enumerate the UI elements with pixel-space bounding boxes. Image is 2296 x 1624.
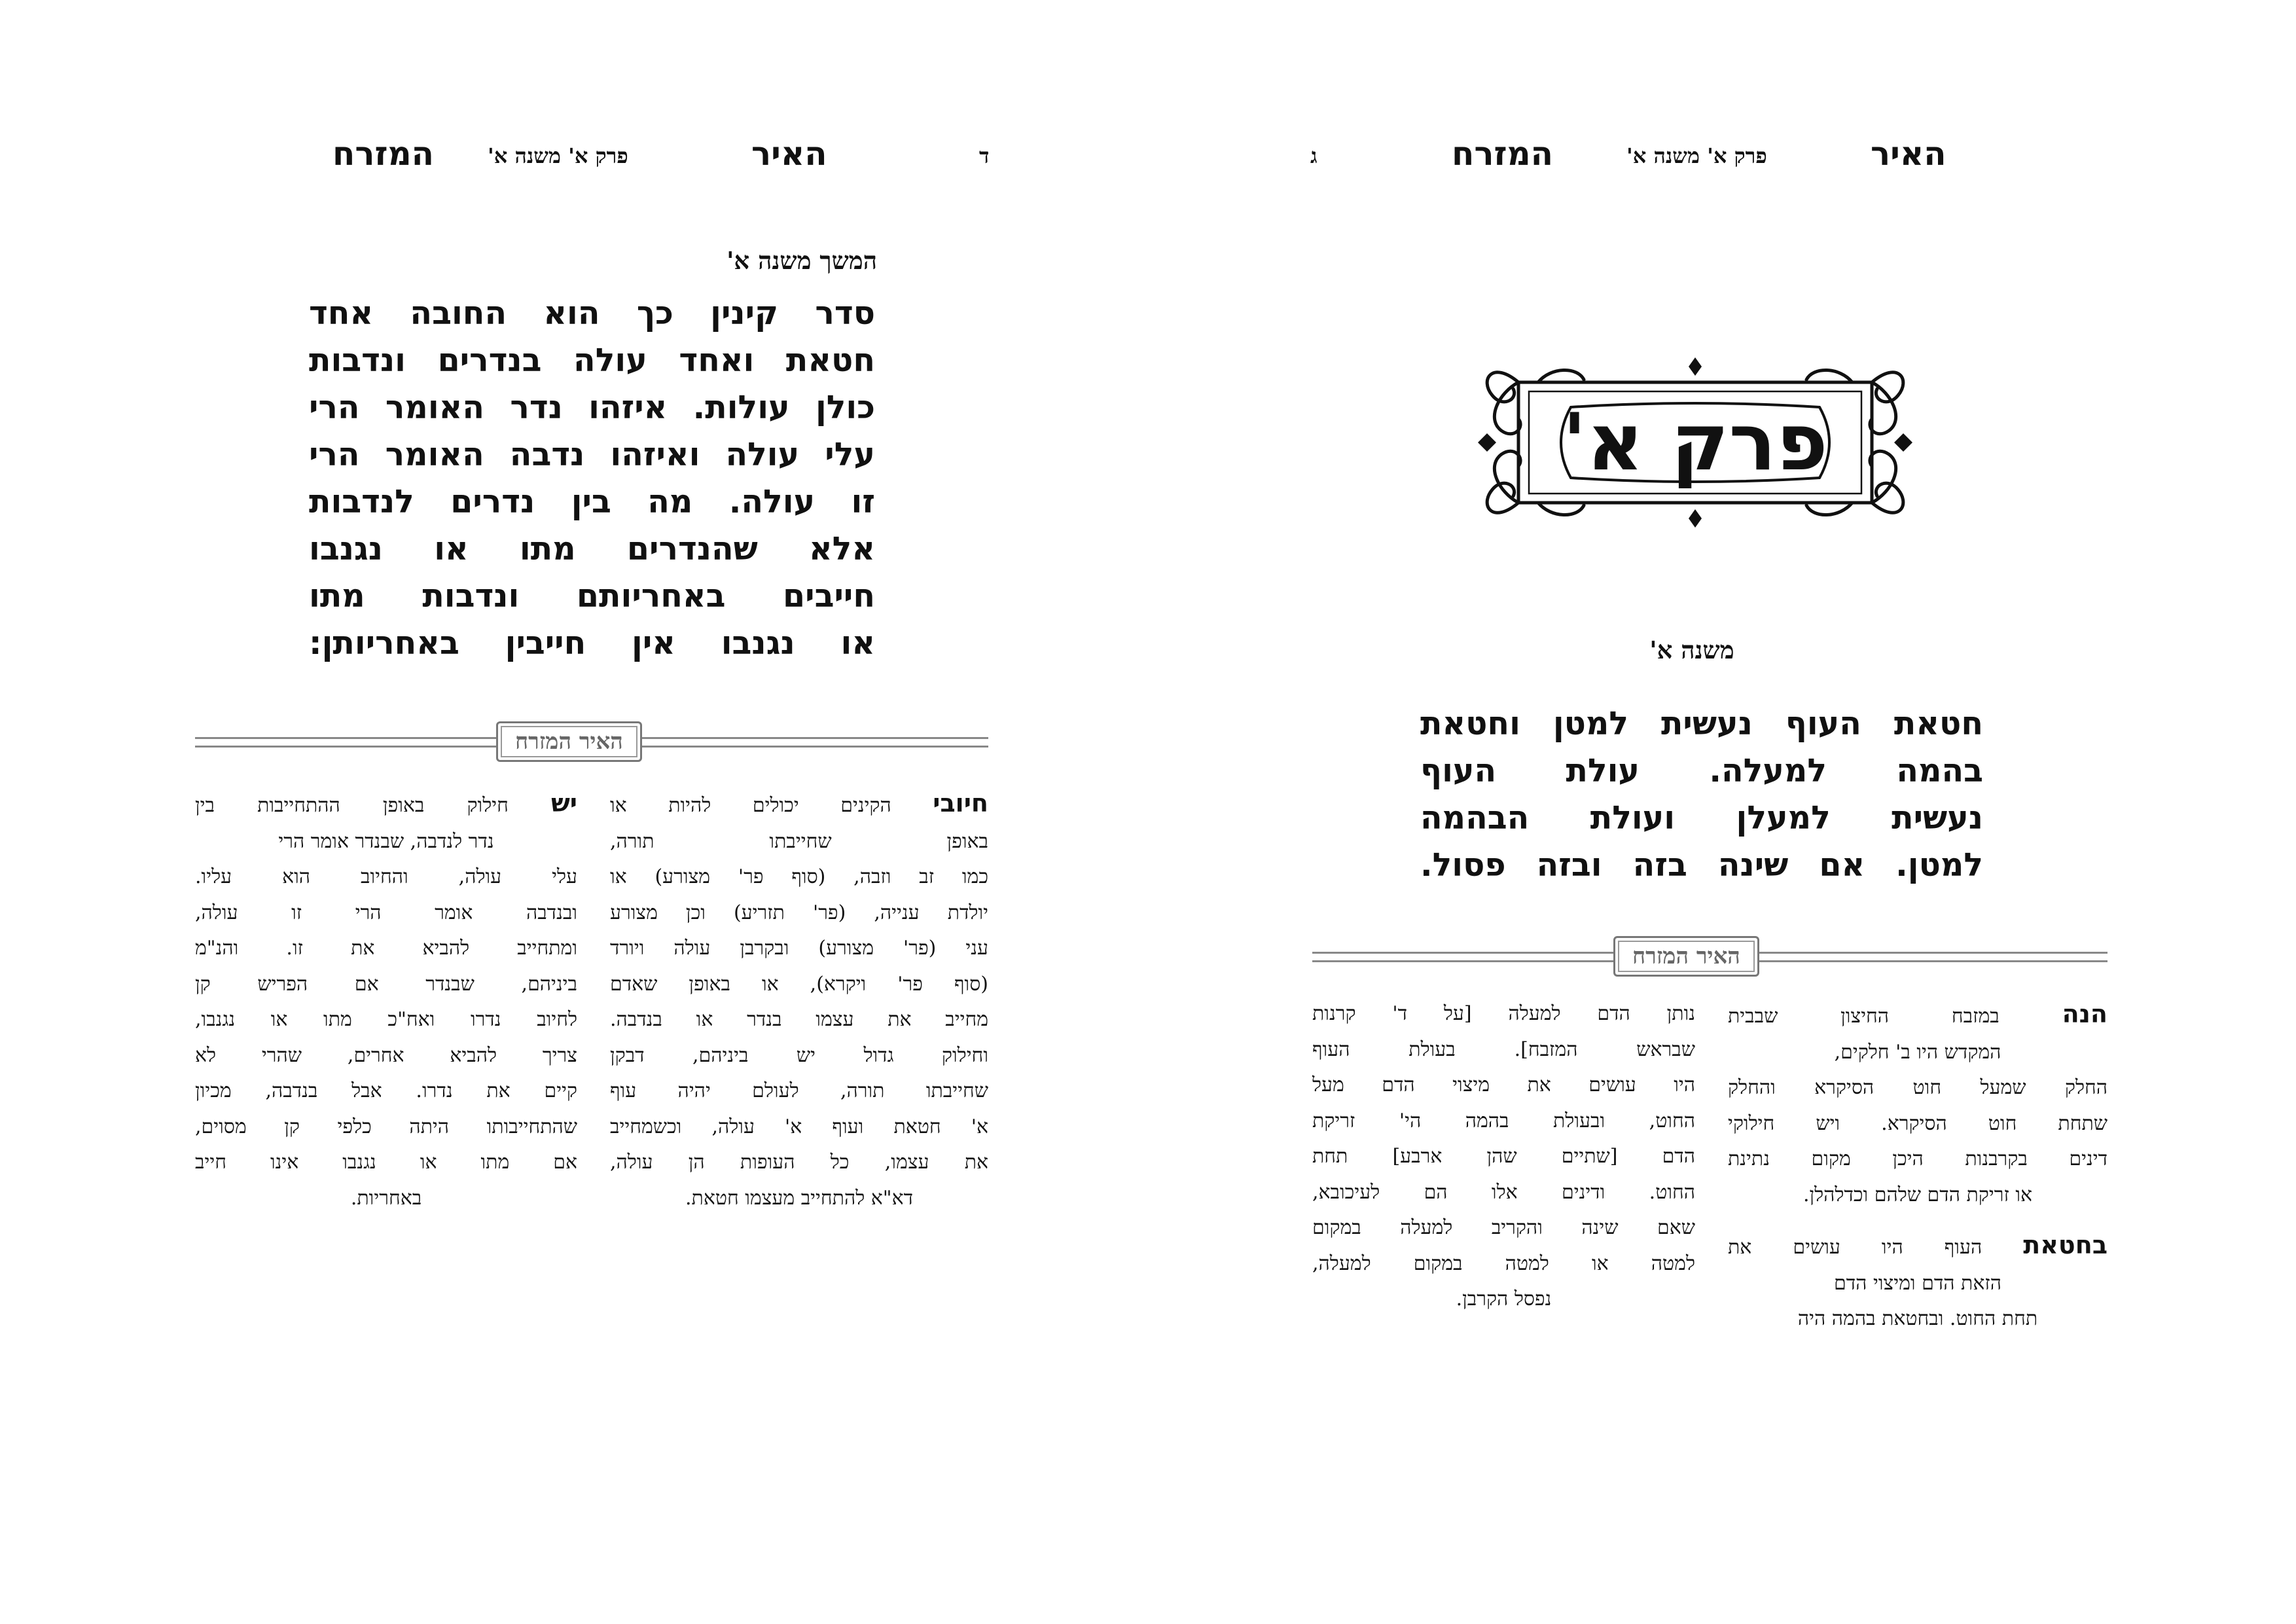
commentary-line: נדר לנדבה, שבנדר אומר הרי <box>278 829 494 853</box>
commentary-line: נפסל הקרבן. <box>1456 1288 1552 1310</box>
commentary-line: ובנדבה אומר הרי זו עולה, <box>195 901 577 924</box>
commentary-line: קיים את נדרו. אבל בנדבה, מכיון <box>195 1079 577 1102</box>
commentary-line: שאם שינה והקריב למעלה במקום <box>1312 1216 1695 1239</box>
commentary-line: היו עושים את מיצוי הדם מעל <box>1312 1074 1695 1096</box>
commentary-line: שבראש המזבח]. בעולת העוף <box>1312 1038 1695 1061</box>
commentary-line: הדם [שתיים שהן ארבע] תחת <box>1312 1145 1695 1168</box>
dibbur-hamatchil: בחטאת <box>2023 1231 2108 1259</box>
commentary-line: עלי עולה, והחיוב הוא עליו. <box>195 865 577 888</box>
mishna-label: משנה א' <box>1649 636 1734 664</box>
mishna-line: נעשית למעלן ועולת הבהמה <box>1420 799 1983 837</box>
commentary-line: א' חטאת ועוף א' עולה, וכשמחייב <box>610 1115 988 1138</box>
right-header-chapter-ref: פרק א' משנה א' <box>1626 143 1767 168</box>
mishna-line: חייבים באחריותם ונדבות מתו <box>309 577 875 615</box>
commentary-line: מחייב את עצמו בנדר או בנדבה. <box>610 1008 988 1031</box>
divider-label: האיר המזרח <box>496 721 642 762</box>
commentary-line: באופן שחייבתו תורה, <box>610 829 988 853</box>
mishna-line: או נגנבו אין חייבין באחריותן: <box>309 624 875 662</box>
commentary-line: הזאת הדם ומיצוי הדם <box>1834 1271 2001 1295</box>
right-commentary-left-column <box>1312 996 1695 1318</box>
left-commentary-divider <box>195 729 988 755</box>
commentary-line: (סוף פר' ויקרא), או באופן שאדם <box>610 972 988 996</box>
right-header-title-hair: האיר <box>1871 135 1946 173</box>
mishna-line: למטן. אם שינה בזה ובזה פסול. <box>1420 846 1983 884</box>
mishna-line: חטאת העוף נעשית למטן וחטאת <box>1420 705 1983 742</box>
dibbur-hamatchil: חיובי <box>933 789 988 818</box>
continuation-label: המשך משנה א' <box>726 246 877 275</box>
commentary-line: שהתחייבותו היתה כלפי קן מסוים, <box>195 1115 577 1138</box>
divider-label: האיר המזרח <box>1613 936 1759 977</box>
commentary-line: אם מתו או נגנבו אינו חייב <box>195 1151 577 1174</box>
commentary-line: עני (פר' מצורע) ובקרבן עולה ויורד <box>610 937 988 960</box>
commentary-line: באחריות. <box>350 1186 422 1210</box>
commentary-line: וחילוק גדול יש ביניהם, דבקן <box>610 1043 988 1067</box>
commentary-line: דינים בקרבנות היכן מקום נתינת <box>1728 1147 2108 1170</box>
commentary-line: החוט. ודינים אלו הם לעיכובא, <box>1312 1180 1695 1204</box>
right-commentary-right-column: הנה במזבח החיצון שבבית המקדש היו ב' חלקים, החלק שמעל חוט הסיקרא והחלק שתחת חוט הסיקרא. ויש חילוקי דינים בקרבנות היכן מקום נתינת או זריקת הדם שלהם וכדלהלן. בחטאת העוף היו עושים את הזאת הדם ומיצוי הדם תחת החוט. ובחטאת בהמה היה <box>1728 996 2108 1337</box>
mishna-line: אלא שהנדרים מתו או נגנבו <box>309 530 875 568</box>
mishna-line: סדר קינין כך הוא החובה אחד <box>309 295 875 332</box>
commentary-line: יולדת ענייה, (פר' תזריע) וכן מצורע <box>610 901 988 924</box>
commentary-line: נותן הדם למעלה [על ד' קרנות <box>1312 1002 1695 1025</box>
mishna-line: חטאת ואחד עולה בנדרים ונדבות <box>309 342 875 379</box>
commentary-line: או זריקת הדם שלהם וכדלהלן. <box>1803 1183 2033 1206</box>
left-commentary-left-column: יש חילוק באופן ההתחייבות בין נדר לנדבה, שבנדר אומר הרי עלי עולה, והחיוב הוא עליו. ובנדבה אומר הרי זו עולה, ומתחייב להביא את זו. והנ"מ ביניהם, שבנדר אם הפריש קן לחיוב נדרו ואח"כ מתו או נגנבו, צריך להביא אחרים, שהרי לא קיים את נדרו. אבל בנדבה, מכיון שהתחייבותו היתה כלפי קן מסוים, אם מתו או נגנבו אינו חייב באחריות. <box>195 785 577 1216</box>
right-header-title-mizrach: המזרח <box>1452 135 1554 173</box>
commentary-line: דא"א להתחייב מעצמו חטאת. <box>685 1186 914 1210</box>
right-mishna-text <box>1420 700 1983 889</box>
dibbur-hamatchil: יש <box>550 789 577 818</box>
right-commentary-divider <box>1312 943 2108 969</box>
commentary-line: כמו זב וזבה, (סוף פר' מצורע) או <box>610 865 988 888</box>
mishna-line: כולן עולות. איזהו נדר האומר הרי <box>309 389 875 426</box>
left-page-letter: ד <box>979 143 990 168</box>
commentary-line: החוט, ובעולת בהמה הי' זריקת <box>1312 1109 1695 1132</box>
commentary-line: למטה או למטה במקום למעלה, <box>1312 1252 1695 1275</box>
left-commentary-right-column: חיובי הקינים יכולים להיות או באופן שחייבתו תורה, כמו זב וזבה, (סוף פר' מצורע) או יולדת ענייה, (פר' תזריע) וכן מצורע עני (פר' מצורע) ובקרבן עולה ויורד (סוף פר' ויקרא), או באופן שאדם מחייב את עצמו בנדר או בנדבה. וחילוק גדול יש ביניהם, דבקן שחייבתו תורה, לעולם יהיה עוף א' חטאת ועוף א' עולה, וכשמחייב את עצמו, כל העופות הן עולה, דא"א להתחייב מעצמו חטאת. <box>610 785 988 1216</box>
commentary-line: שתחת חוט הסיקרא. ויש חילוקי <box>1728 1111 2108 1135</box>
left-mishna-text <box>309 290 875 667</box>
dibbur-hamatchil: הנה <box>2062 1000 2108 1028</box>
mishna-line: עלי עולה ואיזהו נדבה האומר הרי <box>309 436 875 473</box>
left-header-title-mizrach: המזרח <box>332 135 435 173</box>
left-header-title-hair: האיר <box>751 135 827 173</box>
commentary-line: לחיוב נדרו ואח"כ מתו או נגנבו, <box>195 1008 577 1031</box>
commentary-line: ומתחייב להביא את זו. והנ"מ <box>195 937 577 960</box>
mishna-line: בהמה למעלה. עולת העוף <box>1420 752 1983 789</box>
commentary-line: החלק שמעל חוט הסיקרא והחלק <box>1728 1076 2108 1099</box>
commentary-line: המקדש היו ב' חלקים, <box>1834 1040 2001 1064</box>
commentary-line: תחת החוט. ובחטאת בהמה היה <box>1797 1307 2038 1330</box>
left-header-chapter-ref: פרק א' משנה א' <box>488 143 628 168</box>
commentary-line: את עצמו, כל העופות הן עולה, <box>610 1151 988 1174</box>
commentary-line: שחייבתו תורה, לעולם יהיה עוף <box>610 1079 988 1102</box>
right-page-letter: ג <box>1310 143 1318 168</box>
mishna-line: זו עולה. מה בין נדרים לנדבות <box>309 483 875 520</box>
commentary-line: ביניהם, שבנדר אם הפריש קן <box>195 972 577 996</box>
commentary-line: צריך להביא אחרים, שהרי לא <box>195 1043 577 1067</box>
chapter-title: פרק א' <box>1562 397 1828 488</box>
